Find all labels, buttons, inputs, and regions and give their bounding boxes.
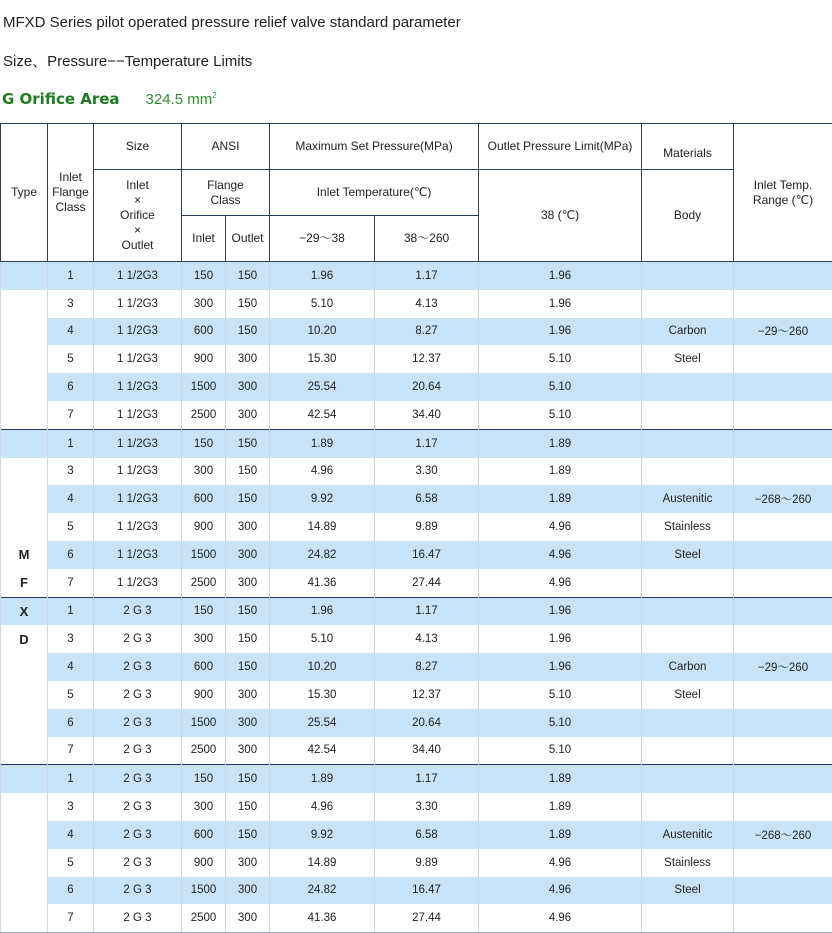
pressure-38-260-cell: 20.64 — [375, 709, 479, 737]
table-row — [1, 737, 832, 765]
outlet-pressure-limit-cell: 1.96 — [479, 653, 642, 681]
type-cell — [1, 429, 48, 457]
type-cell — [1, 485, 48, 513]
header-temp-range-1: −29～38 — [270, 216, 375, 262]
size-cell: 1 1/2G3 — [94, 401, 182, 429]
material-body-cell — [642, 709, 734, 737]
pressure-38-260-cell: 16.47 — [375, 541, 479, 569]
inlet-temp-range-cell — [734, 401, 832, 429]
outlet-pressure-limit-cell: 4.96 — [479, 849, 642, 877]
table-row — [1, 793, 832, 821]
type-cell: M — [1, 541, 48, 569]
page-title: MFXD Series pilot operated pressure relief valve standard parameter — [3, 14, 461, 31]
ansi-inlet-cell: 600 — [182, 821, 226, 849]
ansi-outlet-cell: 300 — [226, 513, 270, 541]
size-cell: 1 1/2G3 — [94, 458, 182, 486]
header-ansi-outlet: Outlet — [226, 216, 270, 262]
inlet-temp-range-cell — [734, 262, 832, 290]
table-row — [1, 262, 832, 290]
size-cell: 2 G 3 — [94, 904, 182, 932]
material-body-cell — [642, 793, 734, 821]
header-type: Type — [1, 124, 48, 262]
outlet-pressure-limit-cell: 5.10 — [479, 401, 642, 429]
inlet-temp-range-cell — [734, 373, 832, 401]
material-body-cell — [642, 401, 734, 429]
pressure-29-38-cell: 5.10 — [270, 625, 375, 653]
pressure-38-260-cell: 34.40 — [375, 401, 479, 429]
pressure-38-260-cell: 9.89 — [375, 849, 479, 877]
orifice-label: G Orifice Area — [2, 90, 120, 108]
parameter-table — [0, 123, 832, 933]
material-body-cell — [642, 765, 734, 793]
inlet-flange-class-cell: 4 — [48, 485, 94, 513]
inlet-temp-range-cell — [734, 429, 832, 457]
size-cell: 2 G 3 — [94, 821, 182, 849]
size-cell: 1 1/2G3 — [94, 513, 182, 541]
ansi-inlet-cell: 300 — [182, 290, 226, 318]
size-cell: 2 G 3 — [94, 765, 182, 793]
type-cell — [1, 821, 48, 849]
pressure-38-260-cell: 3.30 — [375, 458, 479, 486]
inlet-flange-class-cell: 1 — [48, 597, 94, 625]
outlet-pressure-limit-cell: 4.96 — [479, 904, 642, 932]
pressure-38-260-cell: 9.89 — [375, 513, 479, 541]
ansi-inlet-cell: 1500 — [182, 877, 226, 905]
header-max-set-pressure: Maximum Set Pressure(MPa) — [270, 124, 479, 170]
type-cell — [1, 373, 48, 401]
outlet-pressure-limit-cell: 5.10 — [479, 681, 642, 709]
ansi-inlet-cell: 900 — [182, 681, 226, 709]
header-body: Body — [642, 170, 734, 262]
inlet-temp-range-cell — [734, 345, 832, 373]
outlet-pressure-limit-cell: 4.96 — [479, 513, 642, 541]
ansi-outlet-cell: 300 — [226, 569, 270, 597]
ansi-inlet-cell: 600 — [182, 318, 226, 346]
inlet-flange-class-cell: 6 — [48, 709, 94, 737]
inlet-temp-range-cell — [734, 877, 832, 905]
type-cell — [1, 877, 48, 905]
type-cell — [1, 262, 48, 290]
type-cell — [1, 681, 48, 709]
ansi-inlet-cell: 150 — [182, 597, 226, 625]
inlet-flange-class-cell: 5 — [48, 345, 94, 373]
pressure-29-38-cell: 24.82 — [270, 877, 375, 905]
table-row — [1, 904, 832, 932]
material-body-cell — [642, 904, 734, 932]
size-cell: 2 G 3 — [94, 793, 182, 821]
pressure-29-38-cell: 41.36 — [270, 569, 375, 597]
ansi-outlet-cell: 150 — [226, 793, 270, 821]
material-body-cell: Austenitic — [642, 485, 734, 513]
table-row — [1, 849, 832, 877]
size-cell: 1 1/2G3 — [94, 318, 182, 346]
type-cell — [1, 849, 48, 877]
pressure-38-260-cell: 1.17 — [375, 597, 479, 625]
ansi-outlet-cell: 150 — [226, 318, 270, 346]
table-row — [1, 485, 832, 513]
table-row — [1, 625, 832, 653]
header-inlet-temp-range: Inlet Temp. Range (℃) — [734, 124, 832, 262]
pressure-29-38-cell: 10.20 — [270, 318, 375, 346]
type-cell — [1, 458, 48, 486]
ansi-inlet-cell: 2500 — [182, 569, 226, 597]
outlet-pressure-limit-cell: 5.10 — [479, 709, 642, 737]
table-row — [1, 401, 832, 429]
size-cell: 2 G 3 — [94, 737, 182, 765]
inlet-temp-range-cell — [734, 290, 832, 318]
table-row — [1, 318, 832, 346]
size-cell: 2 G 3 — [94, 849, 182, 877]
pressure-38-260-cell: 27.44 — [375, 569, 479, 597]
type-cell — [1, 709, 48, 737]
header-materials: Materials — [642, 124, 734, 170]
type-cell: D — [1, 625, 48, 653]
pressure-29-38-cell: 1.96 — [270, 262, 375, 290]
inlet-temp-range-cell — [734, 904, 832, 932]
pressure-38-260-cell: 8.27 — [375, 653, 479, 681]
size-cell: 2 G 3 — [94, 625, 182, 653]
material-body-cell: Stainless — [642, 513, 734, 541]
size-cell: 1 1/2G3 — [94, 541, 182, 569]
outlet-pressure-limit-cell: 5.10 — [479, 373, 642, 401]
page-subtitle: Size、Pressure−−Temperature Limits — [3, 53, 253, 70]
inlet-temp-range-cell — [734, 849, 832, 877]
outlet-pressure-limit-cell: 1.96 — [479, 318, 642, 346]
pressure-29-38-cell: 4.96 — [270, 793, 375, 821]
table-row — [1, 541, 832, 569]
ansi-outlet-cell: 300 — [226, 849, 270, 877]
material-body-cell — [642, 737, 734, 765]
pressure-38-260-cell: 1.17 — [375, 765, 479, 793]
size-cell: 2 G 3 — [94, 653, 182, 681]
inlet-temp-range-cell: −29～260 — [734, 318, 832, 346]
inlet-flange-class-cell: 7 — [48, 904, 94, 932]
inlet-flange-class-cell: 5 — [48, 849, 94, 877]
pressure-29-38-cell: 15.30 — [270, 345, 375, 373]
outlet-pressure-limit-cell: 1.96 — [479, 625, 642, 653]
material-body-cell — [642, 597, 734, 625]
pressure-38-260-cell: 8.27 — [375, 318, 479, 346]
table-row — [1, 821, 832, 849]
size-cell: 1 1/2G3 — [94, 429, 182, 457]
table-row — [1, 681, 832, 709]
inlet-temp-range-cell — [734, 737, 832, 765]
material-body-cell: Steel — [642, 541, 734, 569]
pressure-29-38-cell: 1.89 — [270, 765, 375, 793]
ansi-inlet-cell: 2500 — [182, 904, 226, 932]
ansi-outlet-cell: 150 — [226, 290, 270, 318]
ansi-inlet-cell: 1500 — [182, 541, 226, 569]
inlet-temp-range-cell — [734, 793, 832, 821]
material-body-cell — [642, 458, 734, 486]
pressure-29-38-cell: 14.89 — [270, 513, 375, 541]
inlet-temp-range-cell — [734, 569, 832, 597]
table-row — [1, 877, 832, 905]
outlet-pressure-limit-cell: 1.89 — [479, 485, 642, 513]
material-body-cell: Steel — [642, 877, 734, 905]
inlet-flange-class-cell: 1 — [48, 765, 94, 793]
pressure-38-260-cell: 4.13 — [375, 625, 479, 653]
inlet-flange-class-cell: 7 — [48, 737, 94, 765]
pressure-29-38-cell: 10.20 — [270, 653, 375, 681]
inlet-temp-range-cell: −268～260 — [734, 821, 832, 849]
ansi-outlet-cell: 300 — [226, 737, 270, 765]
table-row — [1, 373, 832, 401]
outlet-pressure-limit-cell: 1.89 — [479, 793, 642, 821]
ansi-inlet-cell: 900 — [182, 345, 226, 373]
ansi-outlet-cell: 150 — [226, 625, 270, 653]
pressure-29-38-cell: 42.54 — [270, 401, 375, 429]
header-outlet-pressure-limit: Outlet Pressure Limit(MPa) — [479, 124, 642, 170]
pressure-38-260-cell: 3.30 — [375, 793, 479, 821]
inlet-temp-range-cell — [734, 681, 832, 709]
type-cell — [1, 345, 48, 373]
type-cell — [1, 793, 48, 821]
inlet-flange-class-cell: 3 — [48, 290, 94, 318]
outlet-pressure-limit-cell: 4.96 — [479, 877, 642, 905]
pressure-38-260-cell: 34.40 — [375, 737, 479, 765]
pressure-29-38-cell: 4.96 — [270, 458, 375, 486]
outlet-pressure-limit-cell: 4.96 — [479, 541, 642, 569]
ansi-inlet-cell: 900 — [182, 513, 226, 541]
table-row — [1, 765, 832, 793]
material-body-cell: Carbon — [642, 653, 734, 681]
outlet-pressure-limit-cell: 5.10 — [479, 737, 642, 765]
pressure-38-260-cell: 6.58 — [375, 821, 479, 849]
inlet-temp-range-cell: −29～260 — [734, 653, 832, 681]
pressure-29-38-cell: 1.89 — [270, 429, 375, 457]
ansi-outlet-cell: 150 — [226, 597, 270, 625]
pressure-38-260-cell: 16.47 — [375, 877, 479, 905]
material-body-cell: Steel — [642, 345, 734, 373]
ansi-inlet-cell: 300 — [182, 625, 226, 653]
header-temp-range-2: 38～260 — [375, 216, 479, 262]
ansi-inlet-cell: 2500 — [182, 401, 226, 429]
outlet-pressure-limit-cell: 4.96 — [479, 569, 642, 597]
orifice-area — [2, 90, 217, 108]
header-outlet-temp: 38 (℃) — [479, 170, 642, 262]
type-cell — [1, 765, 48, 793]
material-body-cell — [642, 429, 734, 457]
pressure-29-38-cell: 9.92 — [270, 821, 375, 849]
ansi-inlet-cell: 300 — [182, 793, 226, 821]
ansi-inlet-cell: 150 — [182, 765, 226, 793]
inlet-temp-range-cell: −268～260 — [734, 485, 832, 513]
type-cell: F — [1, 569, 48, 597]
ansi-outlet-cell: 300 — [226, 681, 270, 709]
inlet-flange-class-cell: 3 — [48, 625, 94, 653]
table-row — [1, 709, 832, 737]
pressure-38-260-cell: 1.17 — [375, 429, 479, 457]
material-body-cell — [642, 262, 734, 290]
inlet-flange-class-cell: 6 — [48, 877, 94, 905]
header-size: Size — [94, 124, 182, 170]
ansi-outlet-cell: 150 — [226, 262, 270, 290]
table-row — [1, 458, 832, 486]
header-inlet-flange-class: Inlet Flange Class — [48, 124, 94, 262]
type-cell — [1, 653, 48, 681]
material-body-cell — [642, 373, 734, 401]
material-body-cell: Stainless — [642, 849, 734, 877]
ansi-outlet-cell: 300 — [226, 541, 270, 569]
size-cell: 1 1/2G3 — [94, 262, 182, 290]
ansi-outlet-cell: 300 — [226, 904, 270, 932]
outlet-pressure-limit-cell: 1.89 — [479, 458, 642, 486]
table-row — [1, 653, 832, 681]
table-row — [1, 345, 832, 373]
ansi-inlet-cell: 2500 — [182, 737, 226, 765]
ansi-outlet-cell: 150 — [226, 458, 270, 486]
type-cell: X — [1, 597, 48, 625]
material-body-cell: Steel — [642, 681, 734, 709]
inlet-temp-range-cell — [734, 541, 832, 569]
ansi-outlet-cell: 300 — [226, 373, 270, 401]
header-ansi: ANSI — [182, 124, 270, 170]
ansi-outlet-cell: 150 — [226, 653, 270, 681]
inlet-temp-range-cell — [734, 765, 832, 793]
size-cell: 1 1/2G3 — [94, 485, 182, 513]
type-cell — [1, 318, 48, 346]
orifice-value: 324.5 $mm^2$ — [145, 91, 217, 108]
type-cell — [1, 513, 48, 541]
size-cell: 1 1/2G3 — [94, 373, 182, 401]
outlet-pressure-limit-cell: 1.89 — [479, 765, 642, 793]
pressure-29-38-cell: 1.96 — [270, 597, 375, 625]
inlet-flange-class-cell: 6 — [48, 541, 94, 569]
size-cell: 1 1/2G3 — [94, 569, 182, 597]
inlet-flange-class-cell: 3 — [48, 458, 94, 486]
size-cell: 2 G 3 — [94, 681, 182, 709]
inlet-temp-range-cell — [734, 458, 832, 486]
material-body-cell: Carbon — [642, 318, 734, 346]
pressure-38-260-cell: 20.64 — [375, 373, 479, 401]
inlet-flange-class-cell: 1 — [48, 262, 94, 290]
ansi-outlet-cell: 150 — [226, 429, 270, 457]
size-cell: 2 G 3 — [94, 877, 182, 905]
ansi-inlet-cell: 600 — [182, 485, 226, 513]
table-row — [1, 597, 832, 625]
pressure-38-260-cell: 12.37 — [375, 681, 479, 709]
header-size-detail: Inlet × Orifice × Outlet — [94, 170, 182, 262]
ansi-outlet-cell: 150 — [226, 485, 270, 513]
size-cell: 1 1/2G3 — [94, 290, 182, 318]
ansi-outlet-cell: 300 — [226, 345, 270, 373]
ansi-inlet-cell: 1500 — [182, 373, 226, 401]
material-body-cell — [642, 625, 734, 653]
inlet-flange-class-cell: 5 — [48, 513, 94, 541]
inlet-temp-range-cell — [734, 709, 832, 737]
inlet-flange-class-cell: 6 — [48, 373, 94, 401]
material-body-cell: Austenitic — [642, 821, 734, 849]
table-row — [1, 290, 832, 318]
pressure-29-38-cell: 5.10 — [270, 290, 375, 318]
pressure-29-38-cell: 25.54 — [270, 709, 375, 737]
outlet-pressure-limit-cell: 1.96 — [479, 290, 642, 318]
pressure-38-260-cell: 27.44 — [375, 904, 479, 932]
header-ansi-inlet: Inlet — [182, 216, 226, 262]
material-body-cell — [642, 290, 734, 318]
header-flange-class: Flange Class — [182, 170, 270, 216]
pressure-38-260-cell: 1.17 — [375, 262, 479, 290]
size-cell: 1 1/2G3 — [94, 345, 182, 373]
inlet-flange-class-cell: 4 — [48, 653, 94, 681]
pressure-38-260-cell: 4.13 — [375, 290, 479, 318]
inlet-flange-class-cell: 4 — [48, 318, 94, 346]
ansi-inlet-cell: 150 — [182, 262, 226, 290]
ansi-inlet-cell: 900 — [182, 849, 226, 877]
type-cell — [1, 401, 48, 429]
ansi-outlet-cell: 300 — [226, 401, 270, 429]
ansi-outlet-cell: 150 — [226, 821, 270, 849]
ansi-outlet-cell: 300 — [226, 877, 270, 905]
inlet-flange-class-cell: 1 — [48, 429, 94, 457]
type-cell — [1, 290, 48, 318]
inlet-temp-range-cell — [734, 513, 832, 541]
ansi-outlet-cell: 300 — [226, 709, 270, 737]
pressure-29-38-cell: 42.54 — [270, 737, 375, 765]
inlet-flange-class-cell: 7 — [48, 569, 94, 597]
pressure-29-38-cell: 25.54 — [270, 373, 375, 401]
pressure-29-38-cell: 15.30 — [270, 681, 375, 709]
inlet-flange-class-cell: 7 — [48, 401, 94, 429]
table-row — [1, 513, 832, 541]
material-body-cell — [642, 569, 734, 597]
table-row — [1, 569, 832, 597]
pressure-29-38-cell: 24.82 — [270, 541, 375, 569]
outlet-pressure-limit-cell: 1.96 — [479, 597, 642, 625]
outlet-pressure-limit-cell: 1.89 — [479, 821, 642, 849]
inlet-temp-range-cell — [734, 597, 832, 625]
size-cell: 2 G 3 — [94, 597, 182, 625]
ansi-inlet-cell: 150 — [182, 429, 226, 457]
type-cell — [1, 904, 48, 932]
inlet-temp-range-cell — [734, 625, 832, 653]
ansi-inlet-cell: 600 — [182, 653, 226, 681]
header-inlet-temperature: Inlet Temperature(℃) — [270, 170, 479, 216]
ansi-inlet-cell: 1500 — [182, 709, 226, 737]
ansi-inlet-cell: 300 — [182, 458, 226, 486]
pressure-29-38-cell: 14.89 — [270, 849, 375, 877]
pressure-38-260-cell: 6.58 — [375, 485, 479, 513]
outlet-pressure-limit-cell: 5.10 — [479, 345, 642, 373]
type-cell — [1, 737, 48, 765]
inlet-flange-class-cell: 5 — [48, 681, 94, 709]
pressure-38-260-cell: 12.37 — [375, 345, 479, 373]
table-row — [1, 429, 832, 457]
inlet-flange-class-cell: 4 — [48, 821, 94, 849]
outlet-pressure-limit-cell: 1.96 — [479, 262, 642, 290]
ansi-outlet-cell: 150 — [226, 765, 270, 793]
pressure-29-38-cell: 9.92 — [270, 485, 375, 513]
pressure-29-38-cell: 41.36 — [270, 904, 375, 932]
size-cell: 2 G 3 — [94, 709, 182, 737]
inlet-flange-class-cell: 3 — [48, 793, 94, 821]
outlet-pressure-limit-cell: 1.89 — [479, 429, 642, 457]
